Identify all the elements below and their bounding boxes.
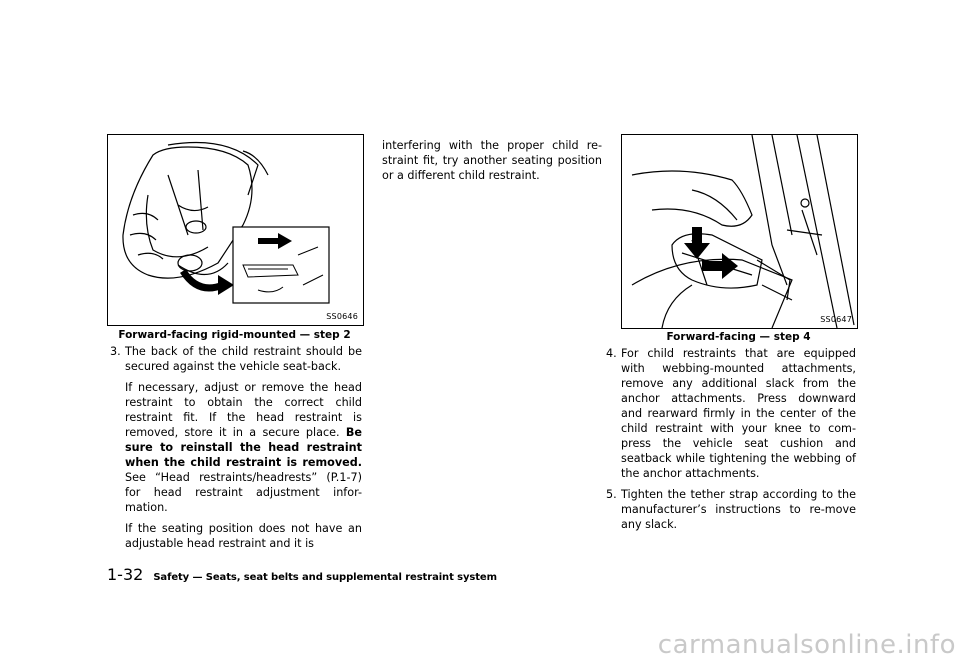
- paragraph-continuation: interfering with the proper child re-straint fit, try another seating position or a different child restraint.: [382, 139, 602, 182]
- figure-caption: Forward-facing rigid-mounted — step 2: [118, 329, 351, 341]
- page-footer: [107, 565, 497, 584]
- text-column-middle: [382, 138, 602, 183]
- knee-press-illustration: [622, 135, 857, 328]
- step-text: The back of the child restraint should be secured against the vehicle seat-back.: [125, 345, 362, 373]
- figure-code: SS0647: [820, 315, 852, 324]
- figure-caption: Forward-facing — step 4: [666, 331, 811, 343]
- watermark: carmanualsonline.info: [657, 630, 956, 660]
- step-text: Tighten the tether strap according to the manufacturer’s instructions to re-move any slack.: [621, 488, 856, 531]
- text-column-left: [110, 344, 362, 557]
- figure-child-seat-rigid-mounted: [107, 134, 364, 326]
- paragraph-head-restraint: [125, 380, 362, 515]
- step-number: 5.: [606, 488, 617, 501]
- page-number: 1-32: [107, 565, 144, 584]
- section-title: Safety — Seats, seat belts and supplemental restraint system: [153, 572, 497, 583]
- text-column-right: [606, 346, 856, 538]
- cross-reference-text: See “Head restraints/headrests” (P.1-7) for head restraint adjustment infor-mation.: [125, 471, 362, 514]
- step-4: [606, 346, 856, 481]
- figure-code: SS0646: [326, 312, 358, 321]
- step-text: For child restraints that are equipped with webbing-mounted attachments, remove any additional slack from the anchor attachments. Press downward and rearward firmly in the center of the child restraint with your knee to com-press the vehicle seat cushion and seatback while tightening the webbing of the anchor attachments.: [621, 347, 856, 480]
- child-seat-illustration: [108, 135, 363, 325]
- step-number: 4.: [606, 347, 617, 360]
- warning-text: Be sure to reinstall the head restraint when the child restraint is removed.: [125, 426, 362, 469]
- step-5: [606, 487, 856, 532]
- paragraph-text: If necessary, adjust or remove the head restraint to obtain the correct child restraint fit. If the head restraint is removed, store it in a secure place.: [125, 381, 362, 439]
- step-number: 3.: [110, 345, 121, 358]
- step-3: [110, 344, 362, 374]
- paragraph-no-head-restraint: If the seating position does not have an adjustable head restraint and it is: [125, 522, 362, 550]
- figure-forward-facing-step-4: [621, 134, 858, 329]
